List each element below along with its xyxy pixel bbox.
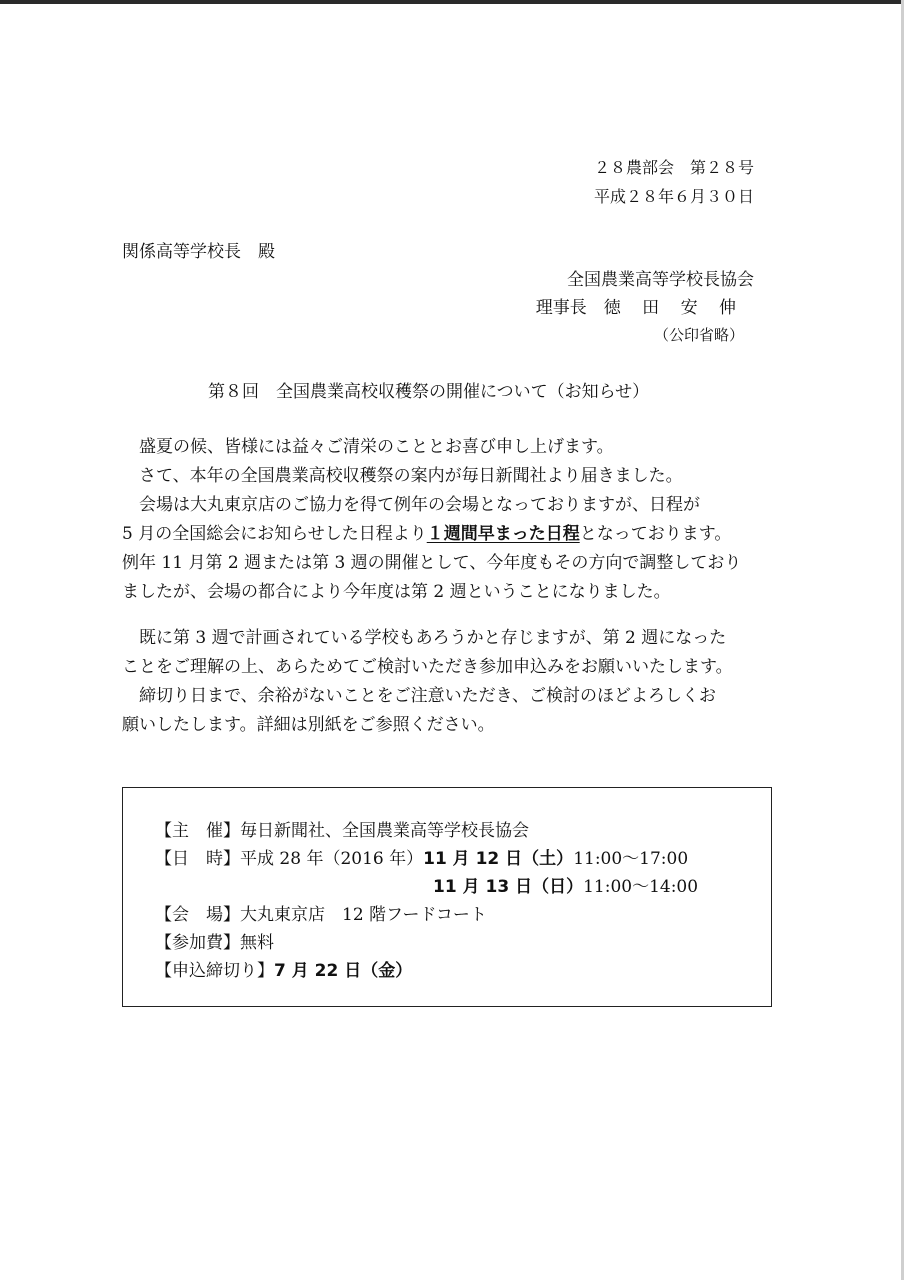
datetime-year: 平成 28 年（2016 年） [240, 849, 424, 869]
paragraph-line [122, 433, 782, 462]
fee-row [155, 932, 274, 954]
paragraph-intro [122, 433, 782, 607]
datetime-label: 【日 時】 [155, 849, 240, 869]
addressee: 関係高等学校長 殿 [122, 242, 275, 262]
sender-title: 理事長 [535, 298, 587, 318]
deadline-row [155, 960, 412, 982]
sender-name: 徳 田 安 伸 [603, 298, 744, 318]
document-date: 平成２８年６月３０日 [593, 187, 754, 206]
day2-time: 11:00～14:00 [583, 877, 699, 897]
scan-edge-top [0, 0, 904, 4]
organizer-label: 【主 催】 [155, 821, 240, 841]
day2-date: 11 月 13 日（日） [433, 877, 584, 897]
line-text: 締切り日まで、余裕がないことをご注意いただき、ご検討のほどよろしくお [139, 686, 716, 706]
paragraph-line [122, 462, 782, 491]
sender-organization: 全国農業高等学校長協会 [567, 270, 754, 290]
emphasized-schedule-note: １週間早まった日程 [426, 524, 580, 544]
venue-value: 大丸東京店 12 階フードコート [240, 905, 487, 925]
venue-label: 【会 場】 [155, 905, 240, 925]
event-info-box [122, 787, 772, 1007]
deadline-label: 【申込締切り】 [155, 961, 274, 981]
venue-row [155, 904, 487, 926]
paragraph-line [122, 578, 782, 607]
line-text: 盛夏の候、皆様には益々ご清栄のこととお喜び申し上げます。 [139, 437, 614, 457]
line-text: さて、本年の全国農業高校収穫祭の案内が毎日新聞社より届きました。 [139, 466, 683, 486]
paragraph-line [122, 624, 782, 653]
document-number: ２８農部会 第２８号 [593, 158, 754, 177]
document-title: 第８回 全国農業高校収穫祭の開催について（お知らせ） [208, 382, 650, 402]
deadline-value: 7 月 22 日（金） [274, 961, 413, 981]
fee-label: 【参加費】 [155, 933, 240, 953]
paragraph-line [122, 491, 782, 520]
line-text: ましたが、会場の都合により今年度は第 2 週ということになりました。 [122, 582, 671, 602]
line-text: 5 月の全国総会にお知らせした日程より [122, 524, 427, 544]
fee-value: 無料 [240, 933, 274, 953]
paragraph-line [122, 549, 782, 578]
line-text: 例年 11 月第 2 週または第 3 週の開催として、今年度もその方向で調整しており [122, 553, 742, 573]
paragraph-line [122, 711, 782, 740]
datetime-row-2 [433, 876, 698, 898]
paragraph-line [122, 653, 782, 682]
line-text: 会場は大丸東京店のご協力を得て例年の会場となっておりますが、日程が [139, 495, 700, 515]
organizer-value: 毎日新聞社、全国農業高等学校長協会 [240, 821, 529, 841]
organizer-row [155, 820, 529, 842]
day1-time: 11:00～17:00 [573, 849, 689, 869]
line-text: 既に第 3 週で計画されている学校もあろうかと存じますが、第 2 週になった [139, 628, 727, 648]
line-text: となっております。 [579, 524, 732, 544]
seal-note: （公印省略） [653, 326, 744, 344]
day1-date: 11 月 12 日（土） [423, 849, 574, 869]
datetime-row [155, 848, 688, 870]
sender-signature [536, 298, 744, 318]
paragraph-line [122, 682, 782, 711]
line-text: ことをご理解の上、あらためてご検討いただき参加申込みをお願いいたします。 [122, 657, 733, 677]
paragraph-request [122, 624, 782, 740]
paragraph-line [122, 520, 782, 549]
line-text: 願いしたします。詳細は別紙をご参照ください。 [122, 715, 495, 735]
